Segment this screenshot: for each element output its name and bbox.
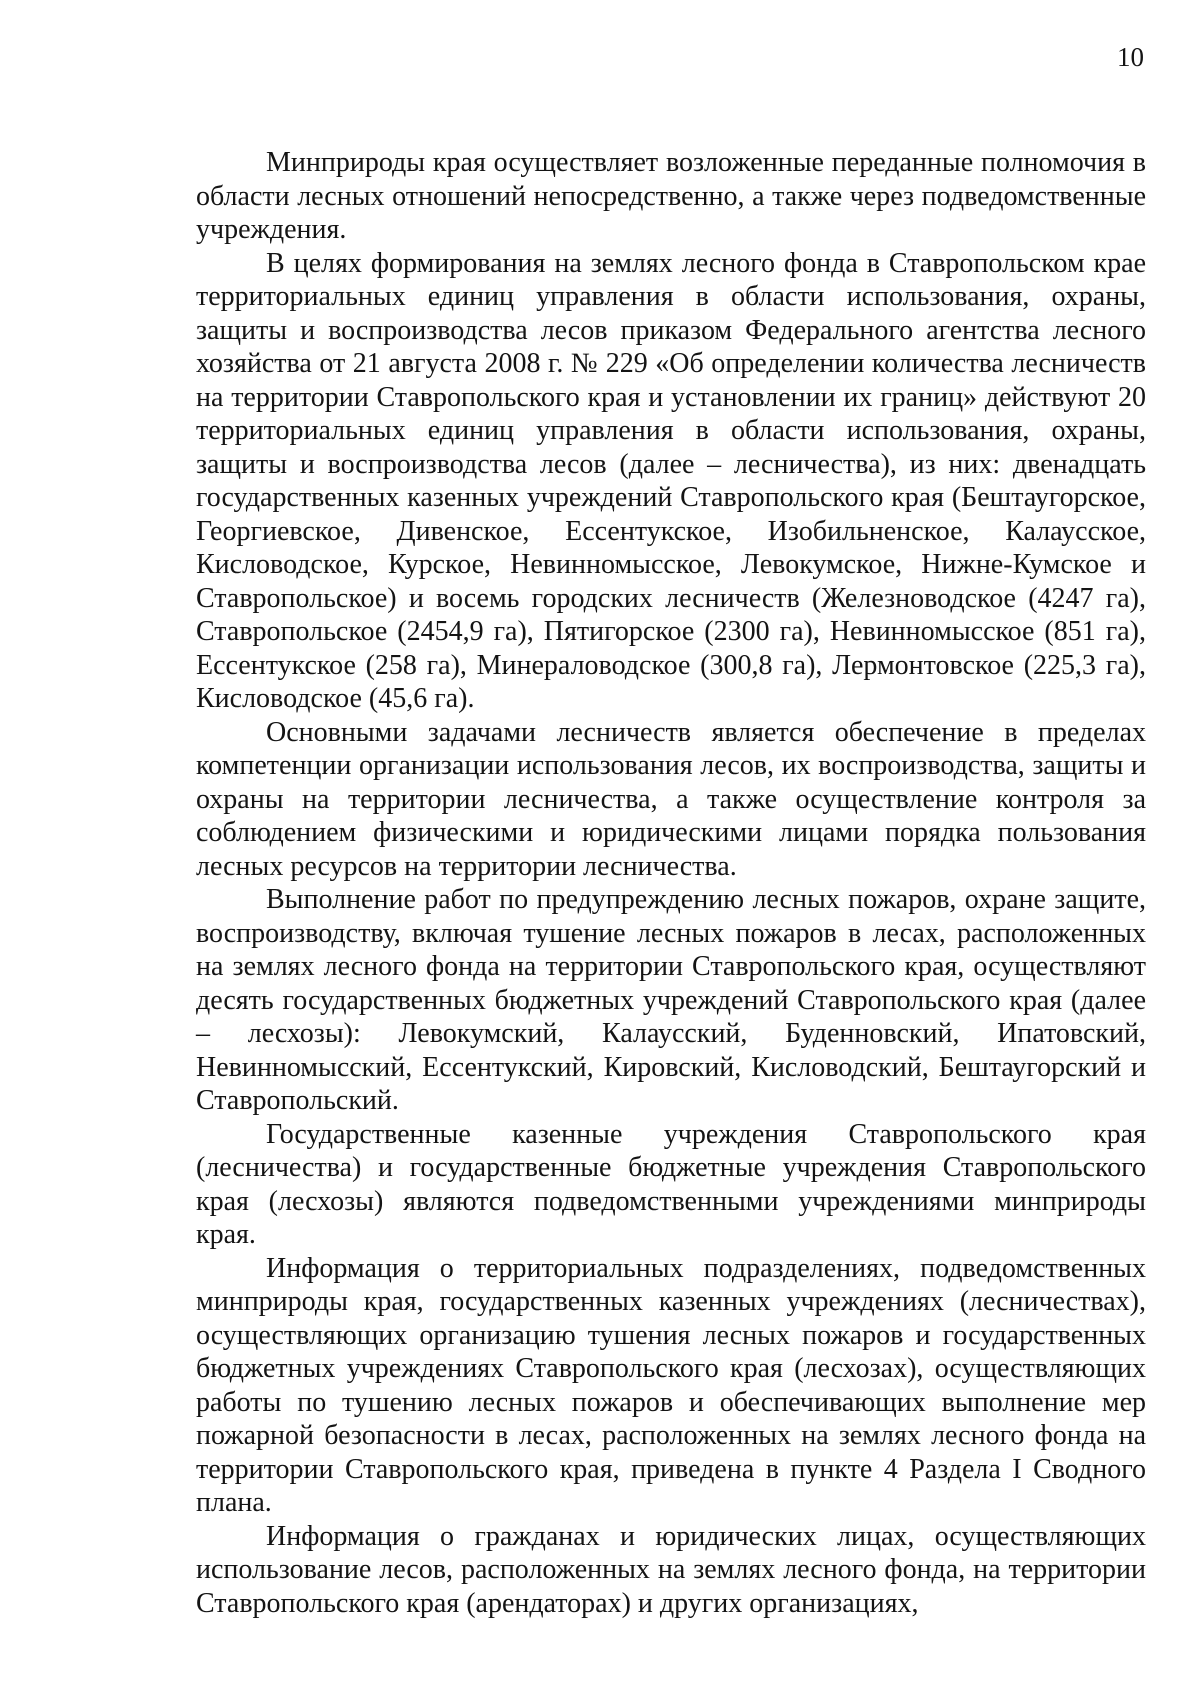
paragraph-6: Информация о территориальных подразделениях, подведомственных минприроды края, государственных казенных учреждениях (лесничествах), осуществляющих организацию тушения лесных пожаров и государственных бюджетных учреждениях Ставропольского края (лесхозах), осуществляющих работы по тушению лесных пожаров и обеспечивающих выполнение мер пожарной безопасности в лесах, расположенных на землях лесного фонда на территории Ставропольского края, приведена в пункте 4 Раздела I Сводного плана. <box>196 1252 1146 1518</box>
paragraph-7: Информация о гражданах и юридических лицах, осуществляющих использование лесов, расположенных на землях лесного фонда, на территории Ставропольского края (арендаторах) и других организациях, <box>196 1520 1146 1619</box>
paragraph-4: Выполнение работ по предупреждению лесных пожаров, охране защите, воспроизводству, включая тушение лесных пожаров в лесах, расположенных на землях лесного фонда на территории Ставропольского края, осуществляют десять государственных бюджетных учреждений Ставропольского края (далее – лесхозы): Левокумский, Калаусский, Буденновский, Ипатовский, Невинномысский, Ессентукский, Кировский, Кисловодский, Бештаугорский и Ставропольский. <box>196 884 1146 1116</box>
paragraph-1: Минприроды края осуществляет возложенные переданные полномочия в области лесных отношений непосредственно, а также через подведомственные учреждения. <box>196 147 1146 245</box>
document-body <box>196 146 1146 1620</box>
paragraph-3: Основными задачами лесничеств является обеспечение в пределах компетенции организации использования лесов, их воспроизводства, защиты и охраны на территории лесничества, а также осуществление контроля за соблюдением физическими и юридическими лицами порядка пользования лесных ресурсов на территории лесничества. <box>196 716 1146 882</box>
paragraph-2: В целях формирования на землях лесного фонда в Ставропольском крае территориальных единиц управления в области использования, охраны, защиты и воспроизводства лесов приказом Федерального агентства лесного хозяйства от 21 августа 2008 г. № 229 «Об определении количества лесничеств на территории Ставропольского края и установлении их границ» действуют 20 территориальных единиц управления в области использования, охраны, защиты и воспроизводства лесов (далее – лесничества), из них: двенадцать государственных казенных учреждений Ставропольского края (Бештаугорское, Георгиевское, Дивенское, Ессентукское, Изобильненское, Калаусское, Кисловодское, Курское, Невинномысское, Левокумское, Нижне-Кумское и Ставропольское) и восемь городских лесничеств (Железноводское (4247 га), Ставропольское (2454,9 га), Пятигорское (2300 га), Невинномысское (851 га), Ессентукское (258 га), Минераловодское (300,8 га), Лермонтовское (225,3 га), Кисловодское (45,6 га). <box>196 247 1146 714</box>
paragraph-5: Государственные казенные учреждения Ставропольского края (лесничества) и государственные бюджетные учреждения Ставропольского края (лесхозы) являются подведомственными учреждениями минприроды края. <box>196 1118 1146 1250</box>
page-number: 10 <box>1117 42 1144 72</box>
